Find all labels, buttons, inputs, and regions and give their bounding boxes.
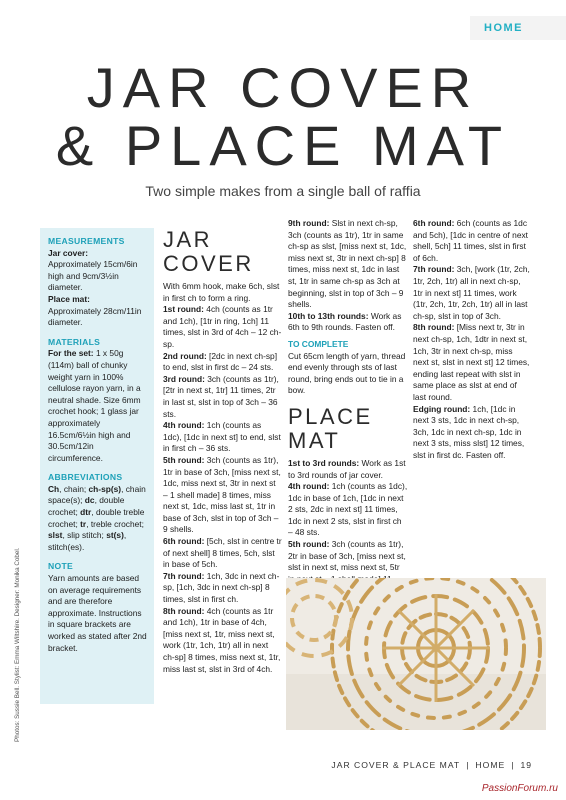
abbr-desc: , slip stitch; [62, 530, 107, 541]
abbr-term: ch-sp(s) [88, 483, 122, 494]
round-label: 4th round: [163, 420, 205, 431]
materials-text-block [48, 348, 148, 464]
round-label: 3rd round: [163, 373, 205, 384]
abbr-desc: , double crochet; [48, 495, 125, 518]
page-number: 19 [520, 760, 532, 770]
mat-text: Approximately 28cm/11in diameter. [48, 305, 142, 328]
round-text: Work as 1st to 3rd rounds of jar cover. [288, 457, 406, 480]
note-heading: NOTE [48, 561, 74, 572]
materials-heading: MATERIALS [48, 336, 101, 347]
pattern-round [288, 218, 408, 311]
round-text: 1ch, 3dc in next ch-sp, [1ch, 3dc in next ch-sp] 8 times, slst in first ch. [163, 570, 280, 605]
round-text: 1ch, [1dc in next 3 sts, 1dc in next ch-sp, 3ch, 1dc in next ch-sp, 1dc in next 3 sts, miss slst] 12 times, slst in first dc. Fasten off. [413, 403, 525, 460]
pattern-round [288, 458, 408, 481]
to-complete-text: Cut 65cm length of yarn, thread end evenly through sts of last round, bring ends out to tie in a bow. [288, 350, 406, 396]
footer-separator: | [511, 760, 515, 770]
round-label: 7th round: [163, 570, 205, 581]
round-text: 3ch (counts as 1tr), 2tr in base of 3ch, [miss next st, slst in next st, miss next st, 5tr [288, 539, 406, 573]
place-mat-column [413, 218, 530, 461]
jar-cover-intro: With 6mm hook, make 6ch, slst in first ch to form a ring. [163, 281, 280, 303]
jar-cover-continued-column [288, 218, 408, 632]
round-text: 1ch (counts as 1dc), [1dc in next st] to end, slst in first ch – 36 sts. [163, 420, 281, 454]
pattern-round [288, 481, 408, 539]
page-footer [331, 760, 532, 770]
page-title-line2: & PLACE MAT [55, 114, 511, 177]
round-text: 4ch (counts as 1tr and 1ch), [1tr in ring, 1ch] 11 times, slst in 3rd of 4ch – 12 ch-sp. [163, 304, 282, 349]
abbr-term: tr [80, 518, 87, 529]
photo-credits: Photos: Sussie Bell. Stylist: Emma Wiltshire. Designer: Monika Cobel. [14, 547, 21, 742]
abbr-desc: , chain; [59, 483, 89, 494]
abbr-term: dtr [80, 507, 92, 518]
round-label: Edging round: [413, 403, 471, 414]
pattern-round [163, 455, 282, 536]
measurements-mat [48, 294, 148, 329]
pattern-round [163, 351, 282, 374]
round-text: Slst in next ch-sp, 3ch (counts as 1tr), 1tr in same ch-sp as slst, [miss next st, 1dc, miss next st, 3tr in next ch-sp] 8 times, miss next st, 1dc in last st, 1tr in same ch-sp as 3ch at beginning, slst in top of 3ch – 9 shells. [288, 218, 407, 310]
round-label: 7th round: [413, 264, 455, 275]
pattern-round [413, 218, 530, 264]
abbreviations-list [48, 484, 148, 554]
jar-cover-column [163, 228, 282, 675]
pattern-round [288, 311, 408, 334]
pattern-round [413, 404, 530, 462]
jar-label: Jar cover: [48, 247, 89, 258]
round-label: 8th round: [163, 605, 205, 616]
place-mat-heading: PLACE MAT [288, 403, 373, 453]
to-complete-heading: TO COMPLETE [288, 338, 349, 349]
round-text: [5ch, slst in centre tr of next shell] 8 times, 5ch, slst in base of 5ch. [163, 536, 282, 570]
round-label: 4th round: [288, 481, 330, 492]
footer-separator: | [466, 760, 470, 770]
round-label: 1st to 3rd rounds: [288, 457, 360, 468]
round-text: 3ch (counts as 1tr), [2tr in next st, 1tr] 11 times, 2tr in last st, slst in top of 3ch – 36 sts. [163, 373, 279, 419]
page-title-line1: JAR COVER [86, 56, 480, 119]
pattern-round [413, 322, 530, 403]
round-text: 3ch, [work (1tr, 2ch, 1tr, 2ch, 1tr) all in next ch-sp, 1tr in next st] 11 times, work (1tr, 2ch, 1tr, 2ch, 1tr) all in last ch-sp, slst in top of 3ch. [413, 264, 530, 321]
abbr-desc: , stitch(es). [48, 530, 127, 552]
round-label: 8th round: [413, 322, 455, 333]
raffia-doily-image [286, 578, 546, 730]
abbr-term: st(s) [106, 530, 124, 541]
abbr-desc: , double treble crochet; [48, 507, 145, 529]
page-subtitle: Two simple makes from a single ball of raffia [145, 183, 421, 199]
pattern-round [163, 571, 282, 606]
note-text: Yarn amounts are based on average requirements and are therefore approximate. Instructions in square brackets are worked as stated after 2nd bracket. [48, 573, 147, 653]
round-label: 9th round: [288, 218, 330, 228]
round-text: [Miss next tr, 3tr in next ch-sp, 1ch, 1dtr in next st, 1ch, 3tr in next ch-sp, miss next st, slst in next st] 12 times, ending last repeat with slst in same place as slst at end of last round. [413, 322, 530, 402]
abbr-term: dc [84, 495, 95, 506]
round-label: 5th round: [163, 454, 205, 465]
jar-text: Approximately 15cm/6in high and 9cm/3½in diameter. [48, 259, 138, 293]
section-tab: HOME [470, 16, 566, 40]
abbr-desc: , chain space(s); [48, 483, 146, 506]
pattern-round [163, 606, 282, 676]
materials-text: 1 x 50g (114m) ball of chunky weight yarn in 100% cellulose rayon yarn, in a neutral shade. Size 6mm crochet hook; 1 glass jar approximately 16.5cm/6½in high and 30.5cm/12in circumference. [48, 348, 141, 463]
abbr-term: Ch [48, 483, 60, 494]
round-text: 1ch (counts as 1dc), 1dc in base of 1ch, [1dc in next 2 sts, 2dc in next st] 11 times, 1dc in next 2 sts, slst in first ch – 48 sts. [288, 481, 408, 538]
pattern-round [413, 264, 530, 322]
pattern-round [163, 420, 282, 455]
round-label: 6th round: [163, 536, 205, 547]
materials-label: For the set: [48, 348, 94, 359]
round-label: 5th round: [288, 539, 330, 550]
round-label: 1st round: [163, 304, 204, 315]
round-text: [2dc in next ch-sp] to end, slst in first dc – 24 sts. [163, 350, 278, 373]
round-text: 3ch (counts as 1tr), 1tr in base of 3ch, [miss next st, 1dc, miss next st, 3tr in next st – 1 shell made] 8 times, miss next st, 1dc, miss last st, 1tr in base of 3ch, slst in top of 3ch – 9 shells. [163, 454, 281, 535]
abbr-desc: , treble crochet; [86, 518, 144, 529]
pattern-round [163, 304, 282, 350]
round-text: 4ch (counts as 1tr and 1ch), 1tr in base of 4ch, [miss next st, 1tr, miss next st, work (1tr, 1ch, 1tr) all in next ch-sp] 8 times, miss next st, 1tr, miss last st, slst in 3rd of 4ch. [163, 605, 281, 674]
round-label: 6th round: [413, 218, 455, 228]
watermark: PassionForum.ru [481, 783, 558, 794]
measurements-heading: MEASUREMENTS [48, 236, 125, 246]
round-label: 10th to 13th rounds: [288, 310, 369, 321]
measurements-jar [48, 248, 148, 294]
round-text: 6ch (counts as 1dc and 5ch), [1dc in centre of next shell, 5ch] 11 times, slst in first of 6ch. [413, 218, 528, 263]
pattern-round [163, 536, 282, 571]
jar-cover-heading: JAR COVER [163, 227, 254, 276]
mat-label: Place mat: [48, 293, 90, 304]
abbr-term: slst [48, 530, 63, 541]
footer-title: JAR COVER & PLACE MAT [331, 760, 461, 770]
round-label: 2nd round: [163, 350, 207, 361]
info-sidebar [40, 228, 154, 704]
abbreviations-heading: ABBREVIATIONS [48, 472, 123, 483]
round-text: Work as 6th to 9th rounds. Fasten off. [288, 310, 402, 333]
pattern-round [163, 374, 282, 420]
place-mat-photo [286, 578, 546, 730]
footer-section: HOME [475, 760, 506, 770]
